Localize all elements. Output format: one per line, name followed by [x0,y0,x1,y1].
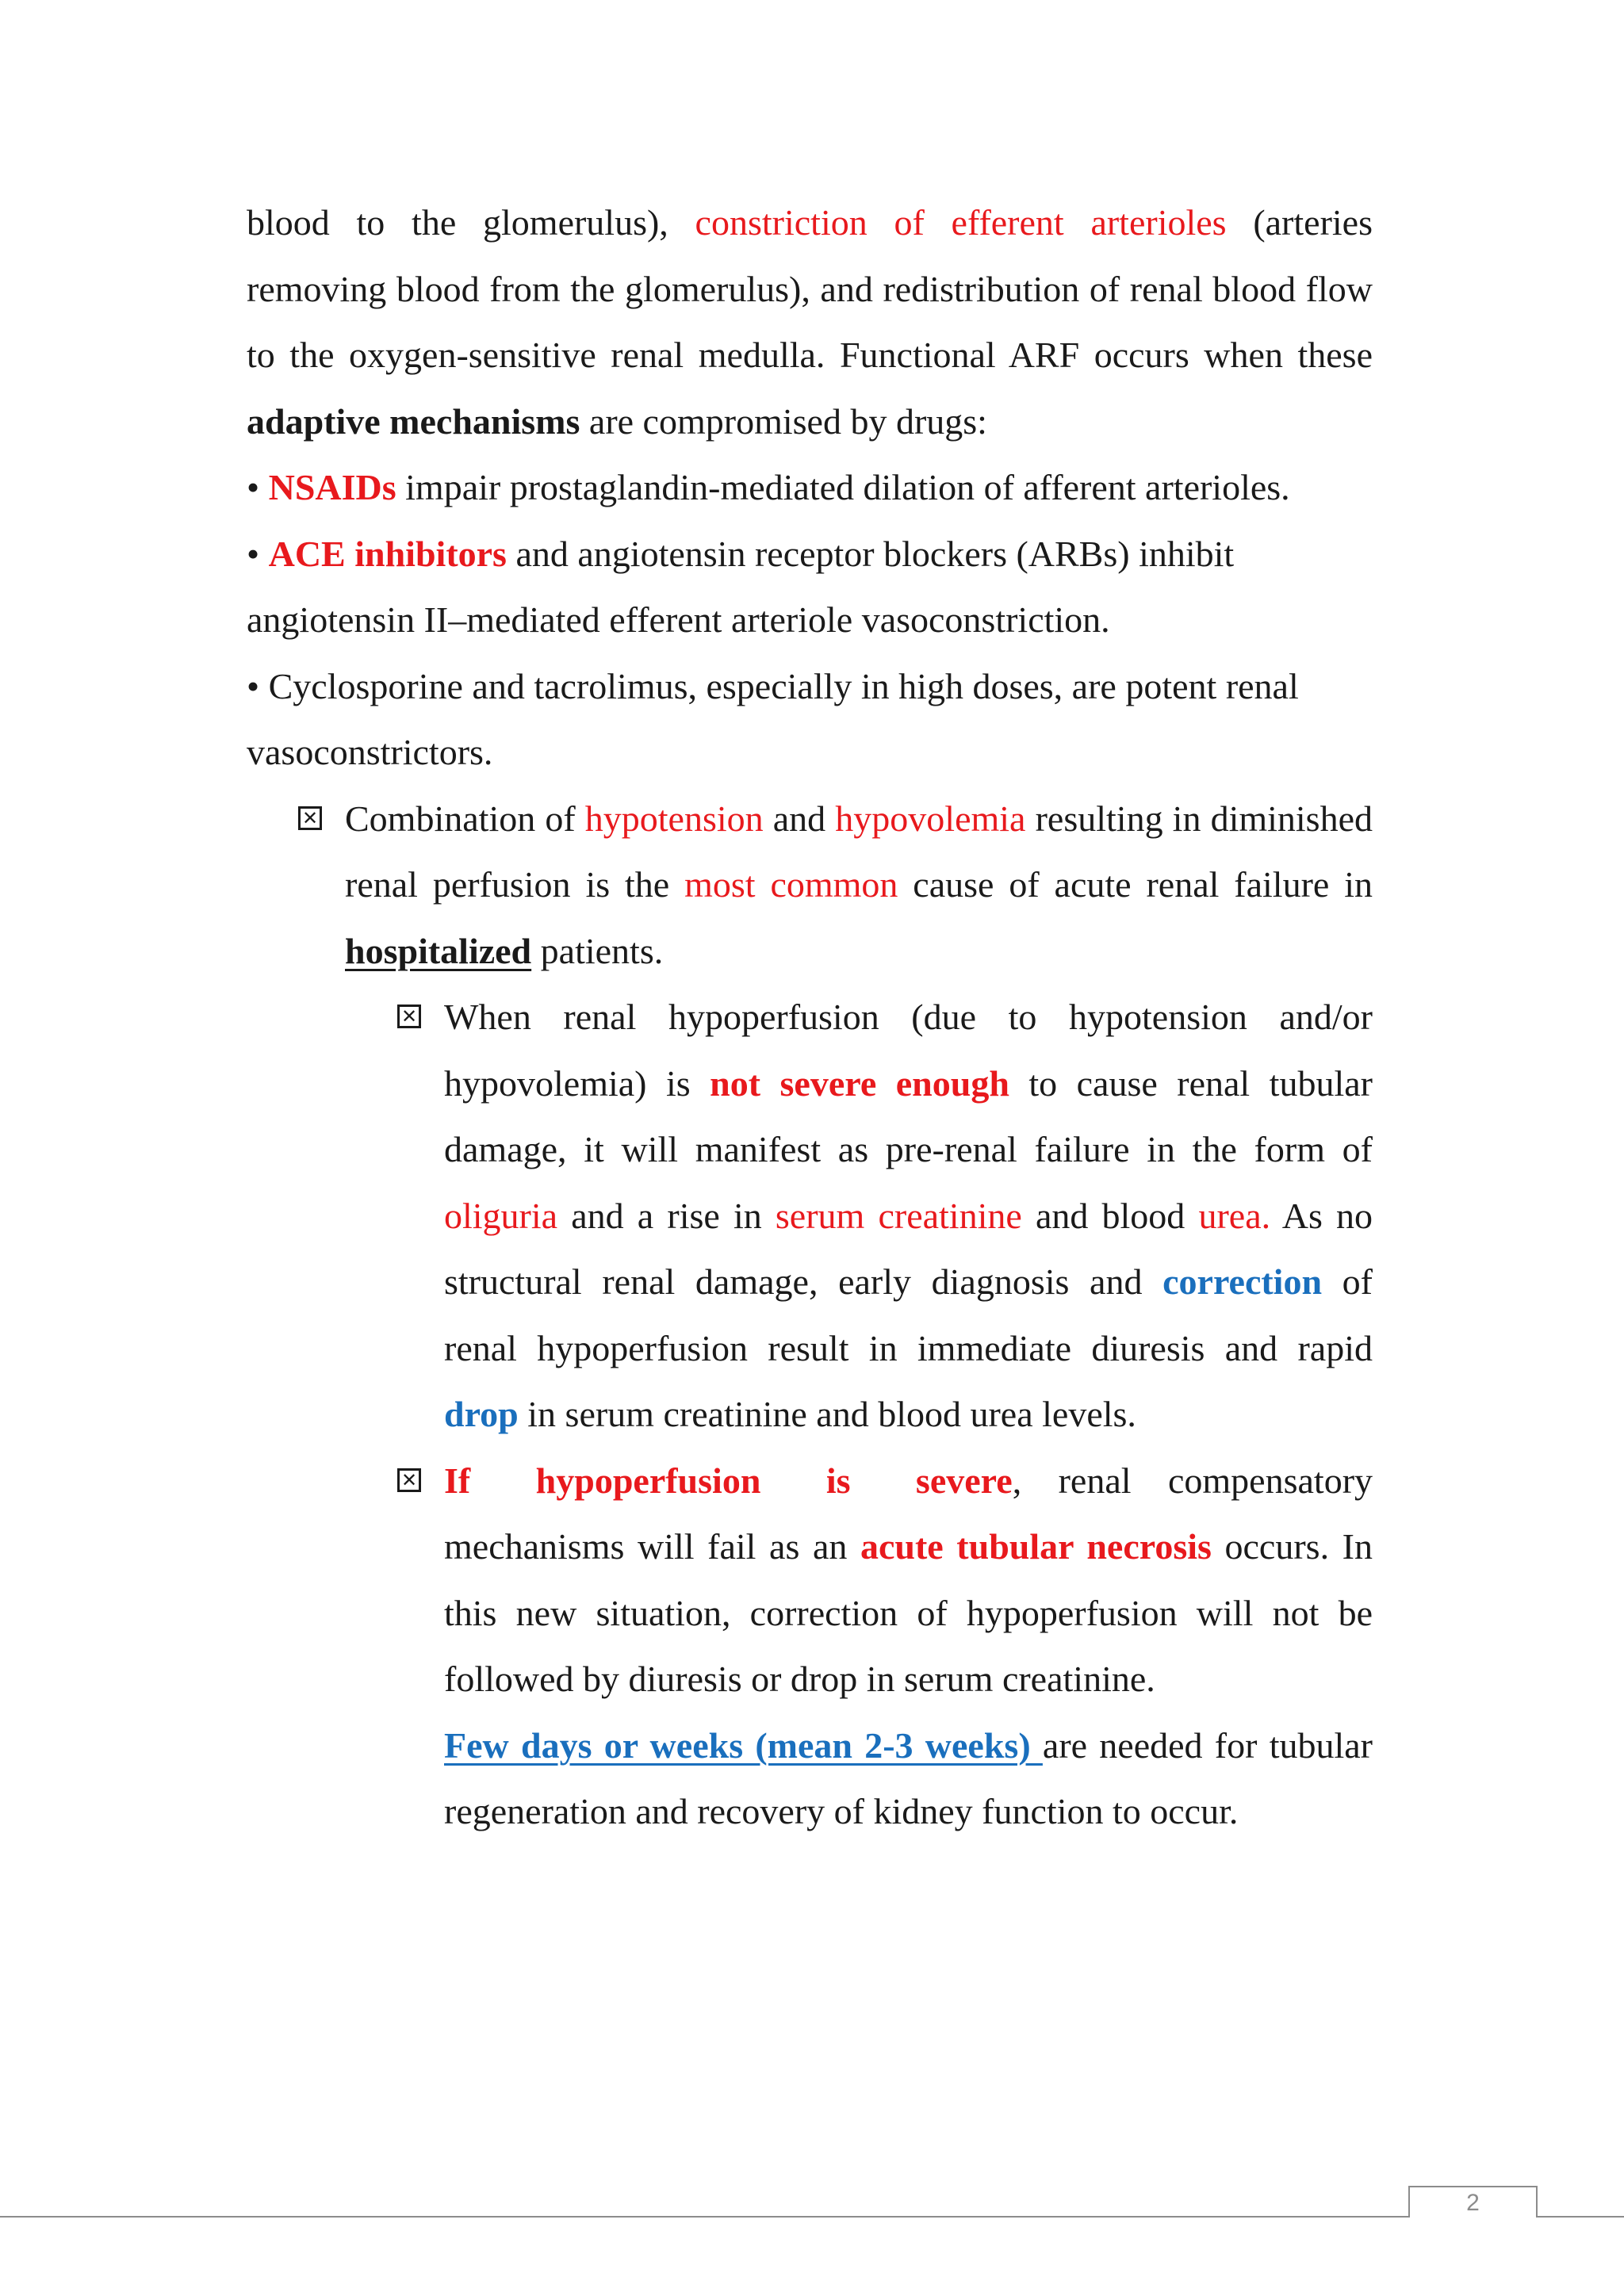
text-run: and angiotensin receptor blockers (ARBs) inhibit angiotensin II–mediated efferent arteriole vasoconstriction. [247,533,1235,640]
text-run: are needed for tubular regeneration and recovery of kidney function to occur. [444,1724,1373,1831]
text-run: • Cyclosporine and tacrolimus, especially in high doses, are potent renal vasoconstrictors. [247,665,1299,772]
text-run: and blood [1021,1195,1199,1236]
item-combination [247,786,1373,985]
text-run: occurs. In this new situation, correction of hypoperfusion will not be followed by diuresis or drop in serum creatinine. [444,1526,1373,1699]
item-not-severe [247,984,1373,1448]
highlight-oliguria: oliguria [444,1195,558,1236]
text-run: and a rise in [557,1195,776,1236]
highlight-nsaids: NSAIDs [268,467,396,507]
highlight-few-days-or-weeks: Few days or weeks (mean 2-3 weeks) [444,1724,1043,1766]
highlight-efferent-constriction: constriction of efferent arterioles [695,202,1227,243]
text-run: patients. [531,930,664,971]
text-run: impair prostaglandin-mediated dilation of afferent arterioles. [396,467,1290,507]
highlight-if-severe: If hypoperfusion is severe [444,1460,1013,1501]
text-run: in serum creatinine and blood urea levels. [518,1394,1136,1434]
text-run: When renal hypoperfusion (due to hypotension and/or hypovolemia) is [444,997,1373,1104]
bullet-nsaids [247,454,1373,521]
checkbox-x-icon: ✕ [397,1004,421,1028]
text-run: blood to the glomerulus), [247,202,695,243]
checkbox-x-icon: ✕ [298,806,322,830]
item-severe [247,1448,1373,1712]
highlight-hospitalized: hospitalized [345,930,532,971]
highlight-most-common: most common [684,864,898,905]
text-run: to cause renal tubular damage, it will manifest as pre-renal failure in the form of [444,1062,1373,1169]
highlight-drop: drop [444,1394,519,1434]
text-run: , renal compensatory mechanisms will fail as an [444,1460,1373,1567]
intro-paragraph [247,189,1373,454]
highlight-ace-inhibitors: ACE inhibitors [268,533,507,574]
recovery-paragraph [247,1712,1373,1845]
text-run: (arteries removing blood from the glomerulus), and redistribution of renal blood flow to the oxygen-sensitive renal medulla. Functional ARF occurs when these [247,202,1373,375]
highlight-hypotension: hypotension [584,798,764,839]
text-run: of renal hypoperfusion result in immediate diuresis and rapid [444,1261,1373,1368]
bullet-ace [247,521,1373,653]
text-run: As no structural renal damage, early diagnosis and [444,1195,1373,1302]
highlight-hypovolemia: hypovolemia [835,798,1026,839]
highlight-correction: correction [1162,1261,1323,1302]
page-body [247,189,1373,1845]
footer-divider [0,2216,1624,2218]
highlight-urea: urea. [1198,1195,1271,1236]
page-number: 2 [1408,2186,1538,2218]
bullet-dot: • [247,533,269,574]
text-run: cause of acute renal failure in [898,864,1373,905]
highlight-serum-creatinine: serum creatinine [775,1195,1022,1236]
text-run: are compromised by drugs: [580,400,987,442]
bullet-cyclosporine [247,653,1373,786]
bullet-dot: • [247,467,269,507]
highlight-not-severe-enough: not severe enough [710,1062,1009,1104]
text-run: Combination of [345,798,585,839]
text-run: and [763,798,836,839]
checkbox-x-icon: ✕ [397,1468,421,1492]
highlight-acute-tubular-necrosis: acute tubular necrosis [860,1526,1212,1567]
highlight-adaptive-mechanisms: adaptive mechanisms [247,400,580,442]
text-run: resulting in diminished renal perfusion is the [345,798,1373,905]
